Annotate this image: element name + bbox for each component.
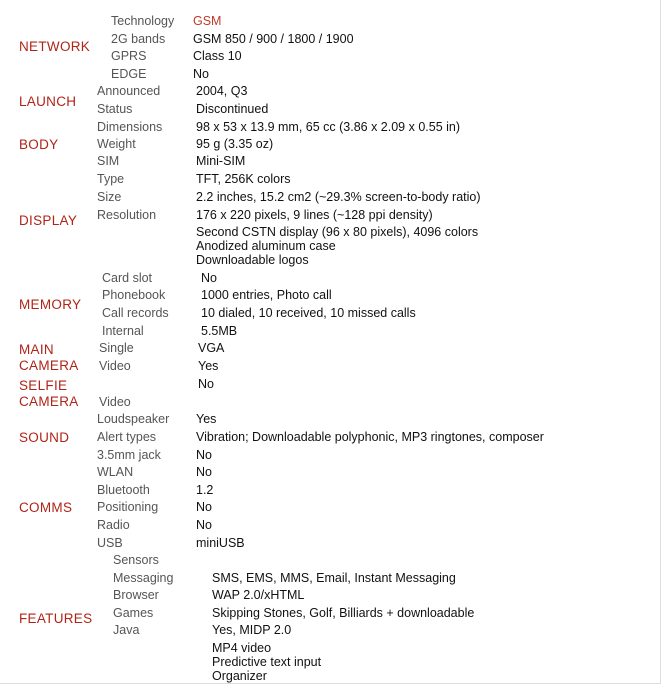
spec-label: Single xyxy=(99,341,134,355)
spec-value: Yes xyxy=(198,359,219,373)
spec-label: WLAN xyxy=(97,465,134,479)
spec-value: Yes, MIDP 2.0 xyxy=(212,623,292,637)
spec-label: Messaging xyxy=(113,571,174,585)
spec-value: Mini-SIM xyxy=(196,154,246,168)
spec-label: Dimensions xyxy=(97,120,163,134)
spec-value: 95 g (3.35 oz) xyxy=(196,137,274,151)
spec-label: Java xyxy=(113,623,140,637)
section-title-body: BODY xyxy=(19,137,59,152)
spec-label: Browser xyxy=(113,588,159,602)
spec-label: Loudspeaker xyxy=(97,412,170,426)
spec-value: No xyxy=(196,448,212,462)
spec-value: No xyxy=(196,518,212,532)
spec-label: Bluetooth xyxy=(97,483,150,497)
spec-label: SIM xyxy=(97,154,120,168)
spec-label: Size xyxy=(97,190,122,204)
spec-value: Discontinued xyxy=(196,102,269,116)
spec-label: Weight xyxy=(97,137,136,151)
spec-label: Alert types xyxy=(97,430,157,444)
spec-value: 1.2 xyxy=(196,483,214,497)
spec-label: Resolution xyxy=(97,208,157,222)
spec-label: Technology xyxy=(111,14,175,28)
spec-value: No xyxy=(193,67,209,81)
section-title-comms: COMMS xyxy=(19,500,73,515)
spec-label: Sensors xyxy=(113,553,159,567)
spec-value: miniUSB xyxy=(196,536,245,550)
spec-label: Phonebook xyxy=(102,288,166,302)
section-title-display: DISPLAY xyxy=(19,213,78,228)
spec-extra-line: Second CSTN display (96 x 80 pixels), 4096 colors xyxy=(196,225,479,239)
spec-extra-line: Anodized aluminum case xyxy=(196,239,336,253)
spec-value: 2.2 inches, 15.2 cm2 (~29.3% screen-to-body ratio) xyxy=(196,190,481,204)
spec-label: 2G bands xyxy=(111,32,166,46)
spec-value: No xyxy=(196,500,212,514)
spec-value[interactable]: GSM xyxy=(193,14,222,28)
spec-label: Type xyxy=(97,172,125,186)
spec-label: Call records xyxy=(102,306,169,320)
spec-value: No xyxy=(201,271,217,285)
spec-value: Yes xyxy=(196,412,217,426)
spec-value: VGA xyxy=(198,341,225,355)
spec-label: Positioning xyxy=(97,500,159,514)
spec-value: TFT, 256K colors xyxy=(196,172,291,186)
spec-label: Radio xyxy=(97,518,130,532)
section-title-network: NETWORK xyxy=(19,39,91,54)
section-title-memory: MEMORY xyxy=(19,297,82,312)
spec-label: Video xyxy=(99,395,131,409)
spec-label: Card slot xyxy=(102,271,153,285)
spec-label: Video xyxy=(99,359,131,373)
spec-value: 5.5MB xyxy=(201,324,238,338)
spec-label: Internal xyxy=(102,324,144,338)
spec-extra-line: MP4 video xyxy=(212,641,272,655)
spec-value: No xyxy=(196,465,212,479)
spec-value: Skipping Stones, Golf, Billiards + downloadable xyxy=(212,606,475,620)
section-title-selfie-camera-line2: CAMERA xyxy=(19,394,79,409)
spec-value: Class 10 xyxy=(193,49,242,63)
spec-value: No xyxy=(198,377,214,391)
spec-label: Announced xyxy=(97,84,161,98)
section-title-sound: SOUND xyxy=(19,430,70,445)
spec-label: USB xyxy=(97,536,123,550)
spec-value: 10 dialed, 10 received, 10 missed calls xyxy=(201,306,416,320)
spec-value: 2004, Q3 xyxy=(196,84,248,98)
spec-extra-line: Downloadable logos xyxy=(196,253,309,267)
section-title-main-camera-line2: CAMERA xyxy=(19,358,79,373)
spec-value: WAP 2.0/xHTML xyxy=(212,588,305,602)
section-title-main-camera: MAIN xyxy=(19,342,54,357)
spec-label: Status xyxy=(97,102,133,116)
spec-value: SMS, EMS, MMS, Email, Instant Messaging xyxy=(212,571,456,585)
spec-value: 1000 entries, Photo call xyxy=(201,288,332,302)
section-title-launch: LAUNCH xyxy=(19,94,77,109)
spec-label: 3.5mm jack xyxy=(97,448,161,462)
spec-extra-line: Organizer xyxy=(212,669,267,683)
spec-value: GSM 850 / 900 / 1800 / 1900 xyxy=(193,32,354,46)
spec-label: Games xyxy=(113,606,154,620)
section-title-selfie-camera: SELFIE xyxy=(19,378,68,393)
spec-value: 98 x 53 x 13.9 mm, 65 cc (3.86 x 2.09 x 0.55 in) xyxy=(196,120,461,134)
spec-extra-line: Predictive text input xyxy=(212,655,322,669)
section-title-features: FEATURES xyxy=(19,611,93,626)
spec-value: 176 x 220 pixels, 9 lines (~128 ppi density) xyxy=(196,208,433,222)
spec-label: GPRS xyxy=(111,49,147,63)
spec-label: EDGE xyxy=(111,67,147,81)
spec-value: Vibration; Downloadable polyphonic, MP3 ringtones, composer xyxy=(196,430,544,444)
